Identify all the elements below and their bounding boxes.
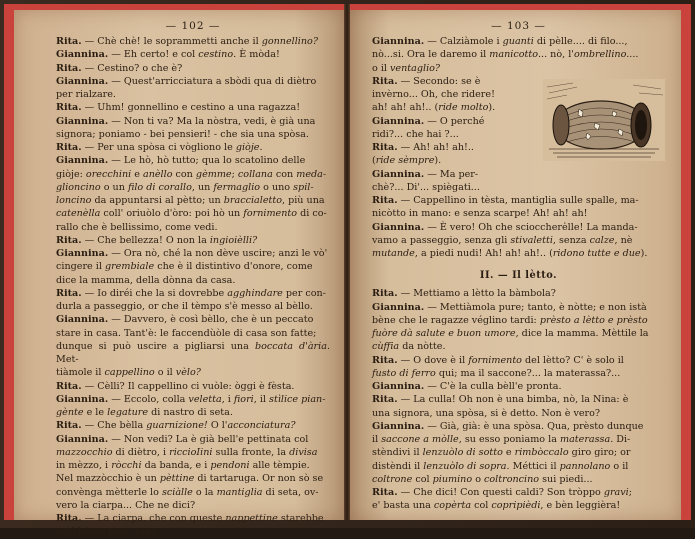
text-line bbox=[56, 62, 330, 75]
text-run: rallo che è bellissimo, come vedi. bbox=[56, 221, 218, 233]
italic-term: loncino bbox=[56, 195, 92, 206]
text-run: col bbox=[471, 500, 492, 512]
text-run: — La culla! Oh non è una bimba, nò, la Nina: è bbox=[397, 394, 629, 406]
text-run: — Non ti va? Ma la nòstra, vedi, è già una bbox=[108, 115, 316, 127]
italic-term: ventaglio? bbox=[390, 62, 441, 74]
text-run: — Non vedi? La è già bell'e pettinata col bbox=[108, 433, 309, 445]
text-run: e' basta una bbox=[372, 500, 434, 512]
page-number-right: — 103 — bbox=[491, 20, 546, 32]
italic-term: vèlo? bbox=[175, 367, 201, 379]
text-run: sui piedi... bbox=[539, 473, 593, 485]
text-line bbox=[56, 168, 330, 181]
text-run: distèndi il bbox=[372, 460, 424, 472]
text-run: — Eccolo, colla bbox=[108, 393, 189, 405]
speaker-name: Rita. bbox=[56, 142, 82, 153]
section-title: II. — Il lètto. bbox=[479, 270, 558, 282]
italic-term: spil- bbox=[293, 181, 314, 193]
italic-term: legature bbox=[107, 407, 149, 418]
page-number-left: — 102 — bbox=[165, 20, 221, 32]
text-run: — Ah! ah! ah!.. bbox=[397, 142, 474, 153]
text-run: ). bbox=[640, 248, 648, 259]
speaker-name: Rita. bbox=[372, 394, 398, 406]
text-line bbox=[372, 446, 665, 459]
text-run: Nel mazzòcchio è un bbox=[56, 473, 160, 485]
italic-term: copripièdi bbox=[491, 500, 541, 512]
text-run: — Davvero, è così bèllo, che è un peccato bbox=[108, 314, 314, 326]
italic-term: pendoni bbox=[210, 460, 250, 471]
text-run: ah! ah! ah!.. ( bbox=[372, 102, 439, 114]
text-run: qui; ma il saccone?... la materassa?... bbox=[435, 367, 621, 379]
speaker-name: Giannina. bbox=[372, 420, 425, 432]
text-line bbox=[56, 499, 330, 512]
text-line bbox=[56, 101, 330, 114]
text-run: — Cappellino in tèsta, mantiglia sulle spalle, ma- bbox=[397, 195, 639, 206]
text-run: — È vero! Oh che sciocchere̍lle! La manda- bbox=[424, 221, 638, 233]
text-run: dunque si può uscire a pigliarsi una bbox=[56, 340, 255, 352]
text-run: nò...si. Ora le daremo il bbox=[372, 49, 490, 61]
italic-term: cùffia bbox=[372, 341, 400, 353]
text-run: vamo a passeggio, senza gli bbox=[372, 234, 511, 246]
text-run: e bbox=[131, 168, 143, 180]
italic-term: pèttine bbox=[159, 473, 195, 485]
italic-term: ingioièlli? bbox=[209, 234, 258, 246]
speaker-name: Rita. bbox=[56, 287, 82, 299]
italic-term: cappellino bbox=[104, 367, 155, 379]
text-line bbox=[56, 274, 330, 287]
text-line bbox=[56, 194, 330, 207]
text-line bbox=[372, 247, 665, 260]
speaker-name: Rita. bbox=[372, 195, 398, 206]
text-run: del lètto? C' è solo il bbox=[521, 354, 624, 366]
speaker-name: Giannina. bbox=[56, 433, 109, 445]
text-run: . Met- bbox=[56, 340, 330, 365]
italic-term: lenzuòlo di sopra bbox=[423, 460, 507, 472]
text-run: ; bbox=[231, 168, 238, 180]
speaker-name: Giannina. bbox=[372, 115, 425, 127]
text-line bbox=[56, 446, 330, 459]
text-run: o uno bbox=[260, 181, 294, 193]
text-run: — Per una spòsa ci vògliono le bbox=[81, 142, 236, 153]
text-line bbox=[56, 512, 330, 525]
italic-term: saccone a mòlle bbox=[381, 434, 459, 445]
italic-term: sciàlle bbox=[161, 486, 193, 498]
right-page bbox=[350, 4, 691, 520]
text-line bbox=[56, 459, 330, 472]
right-page-text-bottom bbox=[372, 287, 665, 512]
text-run: alle tèmpie. bbox=[249, 460, 310, 471]
text-run: — Che dici! Con questi caldi? Son tròppo bbox=[397, 487, 604, 498]
text-run: con bbox=[172, 168, 196, 180]
speaker-name: Rita. bbox=[56, 62, 82, 74]
text-run: cingere il bbox=[56, 261, 105, 273]
text-run: . È mòda! bbox=[233, 49, 280, 61]
speaker-name: Giannina. bbox=[56, 49, 109, 61]
text-run: O l' bbox=[207, 420, 228, 432]
italic-term: gènte bbox=[56, 407, 84, 418]
text-line bbox=[56, 154, 330, 167]
text-line bbox=[56, 221, 330, 234]
text-run: — Quest'arricciatura a sbòdi qua di diètro bbox=[108, 75, 317, 87]
text-line bbox=[56, 313, 330, 326]
text-line bbox=[372, 393, 665, 406]
text-line bbox=[56, 207, 330, 220]
text-run: e bbox=[502, 447, 515, 459]
speaker-name: Rita. bbox=[372, 487, 398, 498]
text-run: e le bbox=[83, 407, 108, 418]
italic-term: fiori bbox=[233, 393, 254, 405]
text-run: . Méttici il bbox=[506, 460, 560, 472]
speaker-name: Giannina. bbox=[372, 36, 425, 47]
text-line bbox=[372, 234, 665, 247]
left-page-text bbox=[56, 35, 330, 539]
text-line bbox=[372, 486, 665, 499]
italic-term: fuòre dà salute e buon umore bbox=[372, 328, 516, 339]
speaker-name: Rita. bbox=[56, 234, 82, 246]
text-run: con bbox=[272, 168, 297, 180]
text-run: nicòtto in mano: e senza scarpe! Ah! ah! ah! bbox=[372, 208, 588, 220]
text-run: , il bbox=[253, 393, 270, 405]
italic-term: mazzocchio bbox=[56, 446, 113, 458]
text-line bbox=[56, 419, 330, 432]
text-line bbox=[56, 327, 330, 340]
italic-term: guanti bbox=[502, 36, 534, 47]
text-line bbox=[56, 88, 330, 101]
text-run: o il bbox=[610, 460, 629, 472]
text-line bbox=[56, 287, 330, 300]
text-line bbox=[56, 234, 330, 247]
text-run: o bbox=[472, 473, 485, 485]
text-run: ( bbox=[372, 155, 376, 167]
text-run: — Io diréi che la si dovrebbe bbox=[81, 287, 228, 299]
text-run: — C'è la culla bèll'e pronta. bbox=[424, 381, 562, 392]
italic-term: guarnizione! bbox=[146, 420, 208, 432]
text-run: per rialzare. bbox=[56, 89, 116, 100]
text-line bbox=[372, 207, 665, 220]
speaker-name: Rita. bbox=[372, 354, 398, 366]
text-run: — Eh certo! e col bbox=[108, 49, 199, 61]
italic-term: copèrta bbox=[433, 500, 472, 512]
text-run: — O dove è il bbox=[397, 354, 469, 366]
text-run: , e bèn leggièra! bbox=[540, 500, 621, 512]
text-line bbox=[56, 300, 330, 313]
text-run: — O perché bbox=[424, 115, 485, 127]
text-run: — Le hò, hò tutto; qua lo scatolino delle bbox=[108, 155, 306, 167]
italic-term: nappettine bbox=[225, 513, 278, 524]
text-run: che è il distintivo d'onore, come bbox=[154, 261, 313, 273]
text-run: — Che bèlla bbox=[81, 420, 147, 432]
italic-term: mantiglia bbox=[216, 486, 263, 498]
text-line bbox=[56, 48, 330, 61]
text-run: sulla fronte, la bbox=[212, 446, 290, 458]
text-line bbox=[56, 433, 330, 446]
italic-term: veletta bbox=[188, 393, 222, 405]
speaker-name: Rita. bbox=[56, 380, 82, 392]
speaker-name: Rita. bbox=[56, 36, 82, 47]
text-line bbox=[372, 420, 665, 433]
speaker-name: Giannina. bbox=[56, 248, 109, 259]
text-run: , su esso poniamo la bbox=[458, 434, 560, 445]
text-line bbox=[56, 393, 330, 406]
text-run: di diètro, i bbox=[112, 446, 170, 458]
italic-term: acconciatura? bbox=[227, 420, 296, 432]
text-run: starebbe bbox=[277, 513, 324, 524]
speaker-name: Giannina. bbox=[372, 168, 425, 180]
text-run: di pèlle.... di filo..., bbox=[533, 36, 628, 47]
text-line bbox=[372, 499, 665, 512]
text-run: dice la mamma, della dònna da casa. bbox=[56, 274, 236, 286]
text-line bbox=[56, 141, 330, 154]
text-run: — Mettiamo a lètto la bàmbola? bbox=[397, 288, 556, 300]
text-run: in mèzzo, i bbox=[56, 460, 112, 471]
speaker-name: Giannina. bbox=[372, 381, 425, 392]
italic-term: fermaglio bbox=[213, 181, 261, 193]
italic-term: fornimento bbox=[468, 354, 522, 366]
text-line bbox=[56, 340, 330, 367]
speaker-name: Giannina. bbox=[56, 115, 109, 127]
text-line bbox=[372, 194, 665, 207]
text-line bbox=[56, 380, 330, 393]
text-line bbox=[372, 35, 665, 48]
text-run: ; bbox=[628, 487, 632, 498]
text-run: , dice la mamma. Mèttile la bbox=[515, 328, 649, 339]
speaker-name: Rita. bbox=[372, 142, 398, 153]
text-run: , a piedi nudi! Ah! ah! ah!.. ( bbox=[414, 248, 553, 259]
text-line bbox=[56, 525, 330, 538]
italic-term: prèsto a lètto e prèsto bbox=[539, 314, 648, 326]
speaker-name: Rita. bbox=[56, 102, 82, 114]
text-run: ). bbox=[488, 102, 496, 114]
text-line bbox=[372, 287, 665, 300]
text-line bbox=[372, 380, 665, 393]
speaker-name: Rita. bbox=[56, 513, 82, 524]
text-line bbox=[372, 327, 665, 340]
italic-term: ride molto bbox=[438, 102, 489, 114]
italic-term: fusto di ferro bbox=[372, 367, 436, 379]
italic-term: ridono tutte e due bbox=[552, 248, 641, 259]
italic-term: boccata d'ària bbox=[254, 340, 327, 352]
text-run: stèndivi il bbox=[372, 447, 423, 459]
right-page-text-continued bbox=[372, 194, 665, 260]
text-run: per con- bbox=[282, 287, 326, 299]
text-line bbox=[372, 354, 665, 367]
text-run: o il bbox=[154, 367, 176, 379]
italic-term: stivaletti bbox=[510, 234, 553, 246]
italic-term: gonnellino? bbox=[261, 36, 318, 47]
text-run: , senza bbox=[552, 234, 590, 246]
text-line bbox=[56, 472, 330, 485]
text-run: convènga mètterle lo bbox=[56, 486, 162, 498]
text-line bbox=[372, 181, 665, 194]
text-run: ). bbox=[434, 155, 442, 167]
text-run: — Mettiàmola pure; tanto, è nòtte; e non istà bbox=[424, 301, 647, 313]
italic-term: braccialetto bbox=[223, 195, 282, 206]
text-run: — Uhm! gonnellino e cestino a una ragazza! bbox=[81, 102, 301, 114]
text-line bbox=[56, 366, 330, 379]
text-run: stare in casa. Tant'è: le faccendùòle di casa son fatte; bbox=[56, 327, 317, 339]
italic-term: mutande bbox=[372, 248, 415, 259]
italic-term: ride sèmpre bbox=[375, 155, 435, 167]
illustrated-passage bbox=[372, 75, 665, 194]
italic-term: orecchini bbox=[85, 168, 132, 180]
italic-term: rimbòccalo bbox=[514, 447, 569, 459]
text-run: da banda, e i bbox=[141, 460, 211, 471]
text-run: — Calziàmole i bbox=[424, 36, 503, 47]
text-line bbox=[372, 340, 665, 353]
italic-term: grembiale bbox=[104, 261, 155, 273]
text-run: da appuntarsi al pètto; un bbox=[91, 195, 224, 206]
text-line bbox=[372, 433, 665, 446]
text-line bbox=[372, 473, 665, 486]
text-run: invèrno... Oh, che ridere! bbox=[372, 89, 495, 100]
text-line bbox=[56, 115, 330, 128]
text-run: — Secondo: se è bbox=[397, 75, 481, 87]
italic-term: riccioIini bbox=[169, 446, 213, 458]
italic-term: stìlice pian- bbox=[269, 393, 326, 405]
italic-term: calze bbox=[589, 234, 615, 246]
text-line bbox=[372, 62, 665, 75]
text-line bbox=[372, 367, 665, 380]
text-run: chè?... Di'... spiègati... bbox=[372, 181, 480, 193]
text-run: tiàmole il bbox=[56, 367, 105, 379]
italic-term: anèllo bbox=[142, 168, 173, 180]
text-line bbox=[56, 75, 330, 88]
speaker-name: Giannina. bbox=[56, 314, 109, 326]
italic-term: materassa bbox=[559, 434, 611, 445]
text-line bbox=[56, 181, 330, 194]
italic-term: cestino bbox=[198, 49, 234, 61]
italic-term: lenzuòlo di sotto bbox=[422, 447, 503, 459]
text-run: così bène, pare a me bbox=[56, 526, 157, 538]
text-run: di co- bbox=[297, 208, 327, 220]
text-line bbox=[56, 35, 330, 48]
text-run: — Cestino? o che è? bbox=[81, 62, 183, 74]
text-run: una signora, una spòsa, si è detto. Non è vero? bbox=[372, 407, 601, 419]
text-run: , un bbox=[191, 181, 214, 193]
speaker-name: Rita. bbox=[372, 75, 398, 87]
text-run: ridi?... che hai ?... bbox=[372, 128, 459, 140]
text-run: o la bbox=[192, 486, 217, 498]
text-run: giòje: bbox=[56, 168, 86, 180]
italic-term: ombrellino.... bbox=[573, 49, 639, 61]
text-line bbox=[372, 407, 665, 420]
speaker-name: Giannina. bbox=[56, 393, 109, 405]
text-line bbox=[56, 128, 330, 141]
text-run: — Chè chè! le soprammetti anche il bbox=[81, 36, 262, 47]
text-run: — Ora nò, ché la non dève uscire; anzi le vò' bbox=[108, 248, 328, 259]
right-page-text-top bbox=[372, 35, 665, 75]
text-run: coll' oriuòlo d'òro: poi hò un bbox=[100, 208, 244, 220]
text-line bbox=[56, 247, 330, 260]
italic-term: gravi bbox=[603, 487, 629, 498]
italic-term: ròcchi bbox=[111, 460, 142, 471]
italic-term: divisa bbox=[289, 446, 318, 458]
italic-term: glioncino bbox=[56, 181, 101, 193]
text-run: bène che le ragazze véglino tardi: bbox=[372, 314, 540, 326]
italic-term: pannolano bbox=[559, 460, 611, 472]
left-page bbox=[4, 4, 344, 538]
text-line bbox=[56, 260, 330, 273]
text-run: signora; poniamo - bei pensieri! - che sia una spòsa. bbox=[56, 128, 309, 140]
text-run: di tartaruga. Or non sò se bbox=[194, 473, 324, 485]
italic-term: agghindare bbox=[227, 287, 283, 299]
text-run: — La ciarpa, che con queste bbox=[81, 513, 226, 524]
text-run: — Cèlli? Il cappellino ci vuòle: òggi è fèsta. bbox=[81, 380, 295, 392]
muff-illustration bbox=[543, 79, 665, 161]
text-run: col bbox=[412, 473, 433, 485]
speaker-name: Giannina. bbox=[372, 301, 425, 313]
italic-term: gèmme bbox=[195, 168, 232, 180]
italic-term: filo di corallo bbox=[127, 181, 192, 193]
italic-term: meda- bbox=[296, 168, 327, 180]
text-run: , nè bbox=[614, 234, 633, 246]
text-run: di seta, ov- bbox=[262, 486, 319, 498]
text-line bbox=[372, 48, 665, 61]
speaker-name: Rita. bbox=[372, 288, 398, 300]
text-line bbox=[56, 406, 330, 419]
speaker-name: Giannina. bbox=[372, 221, 425, 233]
text-run: giro giro; or bbox=[568, 447, 631, 459]
italic-term: piumino bbox=[432, 473, 473, 485]
text-run: , i bbox=[221, 393, 234, 405]
italic-term: coltrone bbox=[372, 473, 413, 485]
text-run: — Ma per- bbox=[424, 168, 479, 180]
text-line bbox=[372, 460, 665, 473]
text-run: durla a passeggio, or che il tèmpo s'è messo al bèllo. bbox=[56, 301, 313, 312]
text-run: il bbox=[372, 434, 382, 445]
text-run: — Che bellezza! O non la bbox=[81, 234, 210, 246]
text-line bbox=[372, 314, 665, 327]
speaker-name: Giannina. bbox=[56, 75, 109, 87]
italic-term: catenèlla bbox=[56, 208, 101, 220]
text-line bbox=[372, 168, 665, 181]
italic-term: giòje. bbox=[235, 142, 263, 153]
text-run: da nòtte. bbox=[399, 341, 446, 353]
italic-term: manicotto bbox=[489, 49, 538, 61]
text-run: vero la ciarpa... Che ne dici? bbox=[56, 499, 196, 511]
text-run: di nastro di seta. bbox=[148, 407, 233, 418]
text-line bbox=[56, 486, 330, 499]
text-line bbox=[372, 221, 665, 234]
text-run: , più una bbox=[282, 195, 325, 206]
speaker-name: Giannina. bbox=[56, 155, 109, 167]
text-run: o un bbox=[100, 181, 128, 193]
italic-term: fornimento bbox=[243, 208, 298, 220]
text-line bbox=[372, 301, 665, 314]
text-run: ... nò, l' bbox=[537, 49, 574, 61]
text-run: . Di- bbox=[610, 434, 631, 445]
text-run: — Già, già: è una spòsa. Qua, prèsto dunque bbox=[424, 420, 644, 432]
italic-term: coltroncino bbox=[484, 473, 540, 485]
text-run: o il bbox=[372, 62, 391, 74]
italic-term: collana bbox=[237, 168, 273, 180]
speaker-name: Rita. bbox=[56, 420, 82, 432]
